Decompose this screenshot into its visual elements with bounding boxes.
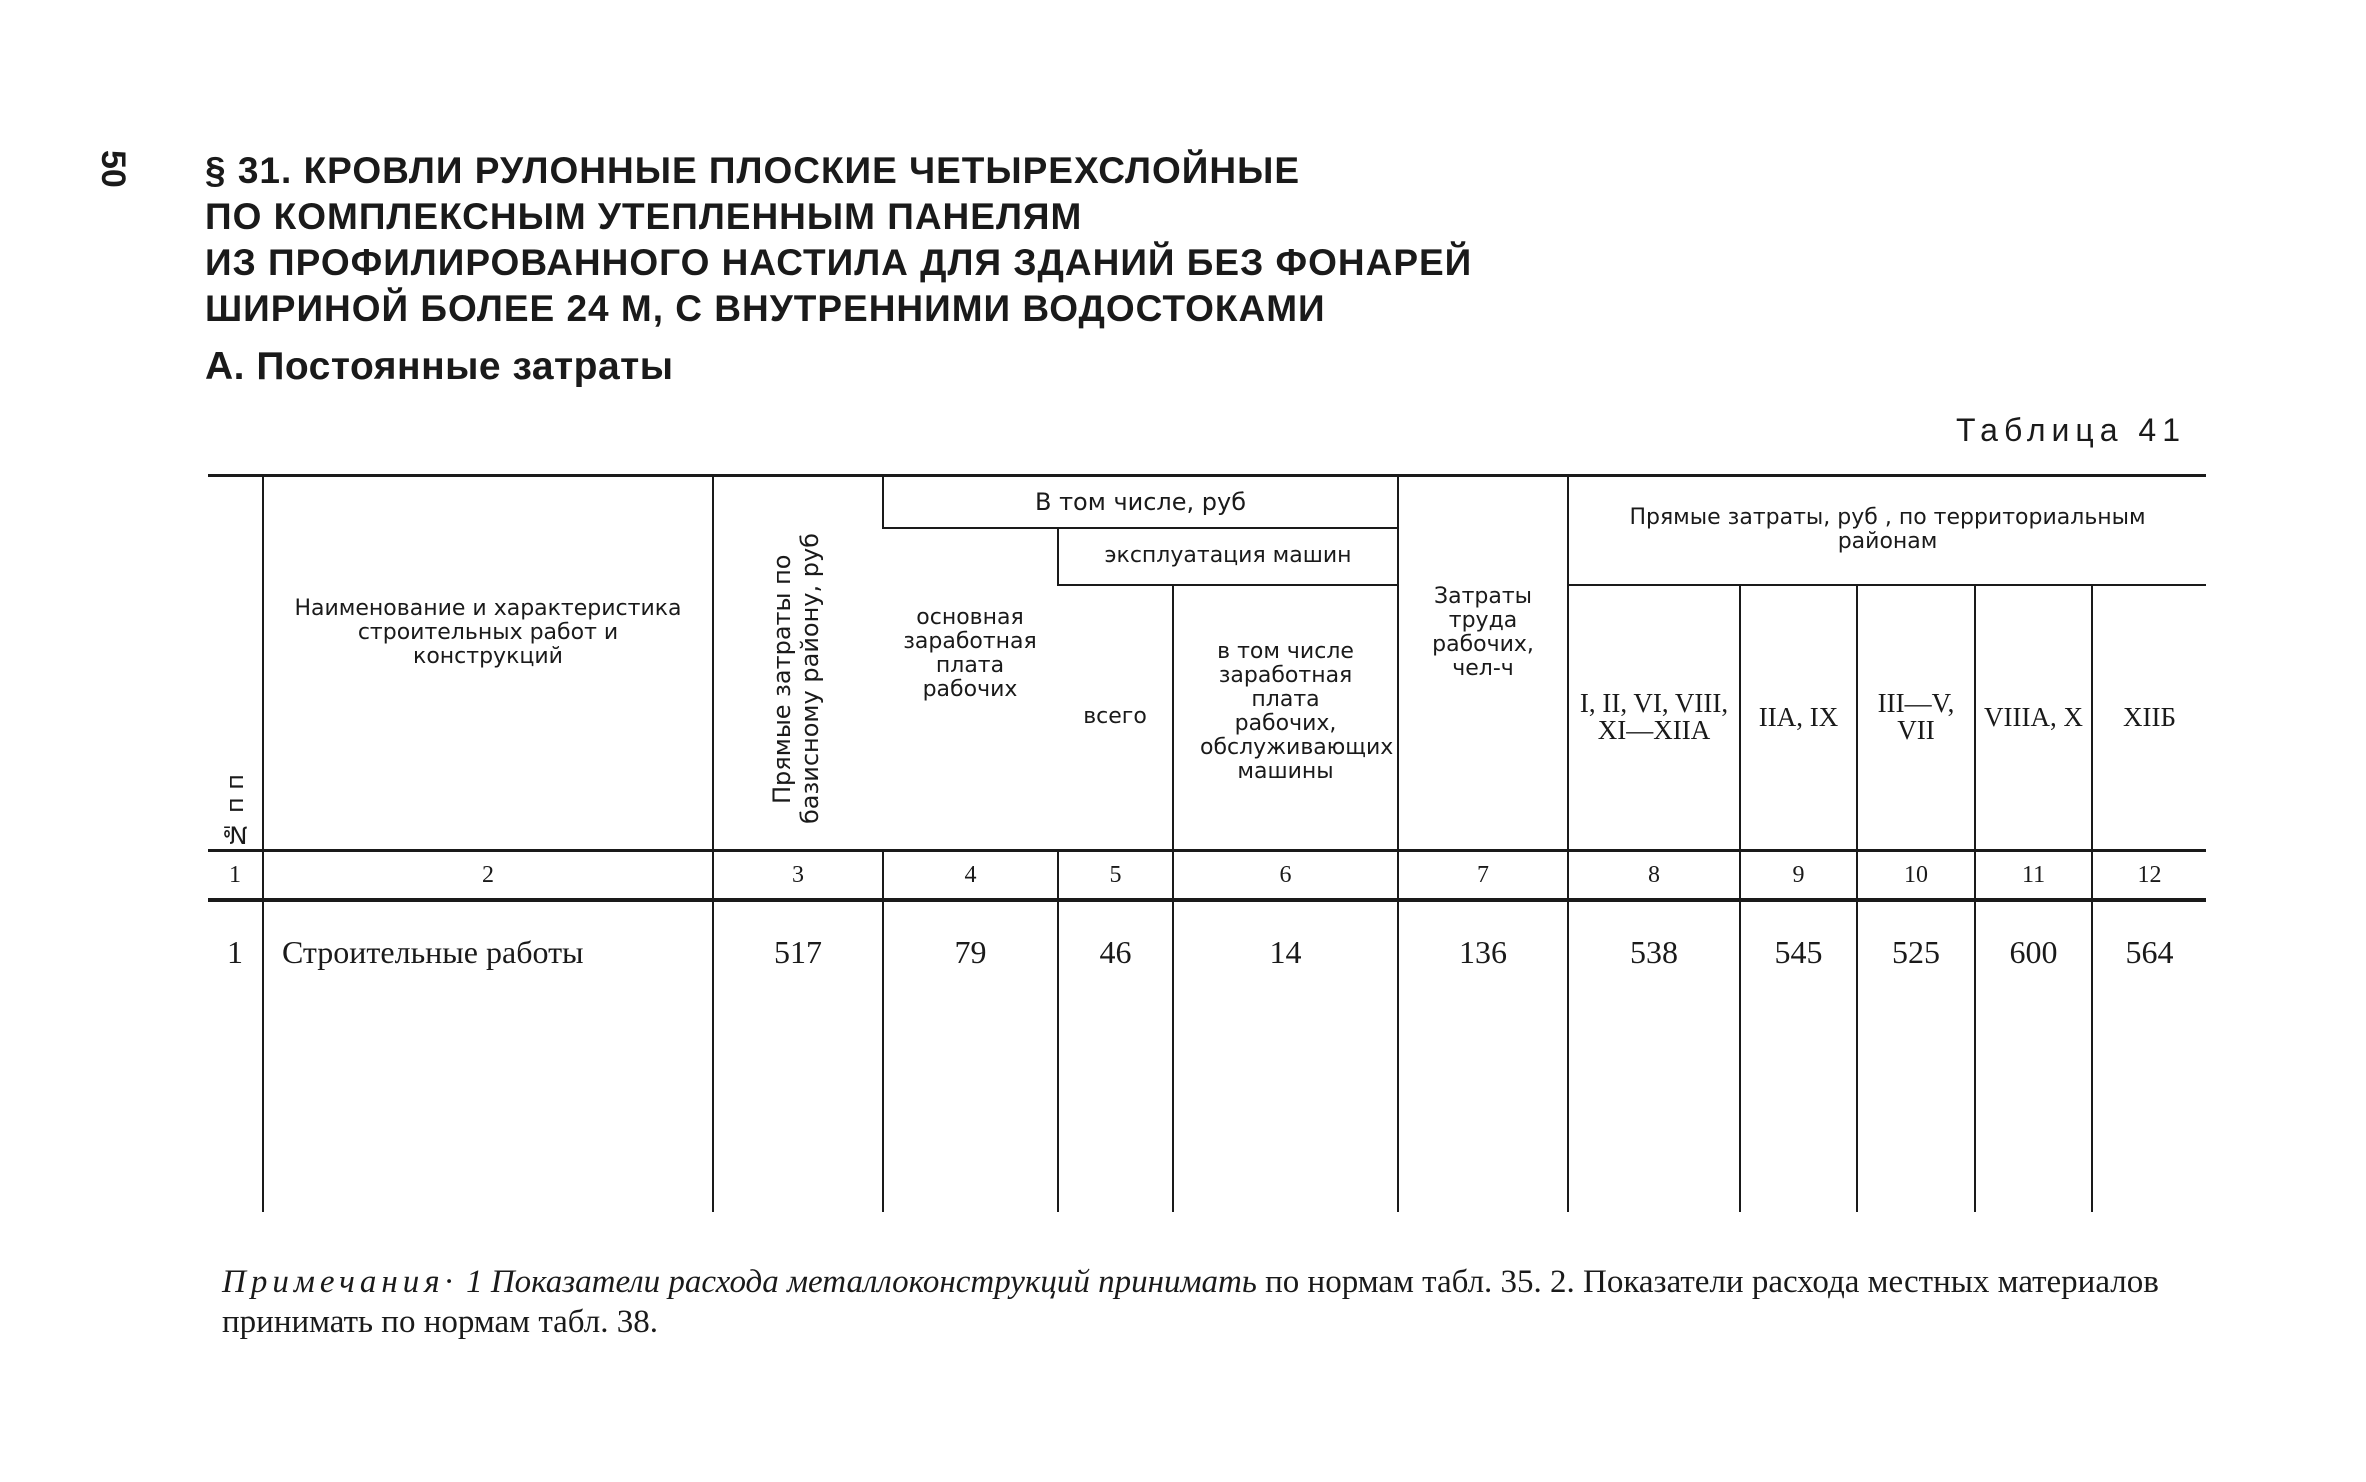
header-group-regions: Прямые затраты, руб , по территориальным районам	[1568, 476, 2206, 585]
column-number: 6	[1173, 851, 1398, 901]
heading-line: ШИРИНОЙ БОЛЕЕ 24 М, С ВНУТРЕННИМИ ВОДОСТОКАМИ	[205, 288, 1326, 329]
row-region-4: 600	[1975, 900, 2092, 1212]
column-number: 1	[208, 851, 263, 901]
column-number: 11	[1975, 851, 2092, 901]
column-number: 3	[713, 851, 883, 901]
subsection-heading: А. Постоянные затраты	[205, 345, 674, 388]
column-number: 5	[1058, 851, 1173, 901]
header-group-machines: эксплуатация машин	[1058, 528, 1398, 585]
header-machines-total: всего	[1083, 704, 1147, 730]
header-direct-basis: Прямые затраты по базисному району, руб	[713, 476, 883, 851]
header-machines-wage: в том числе заработная плата рабочих, обслуживающих машины	[1173, 585, 1398, 851]
row-region-2: 545	[1740, 900, 1857, 1212]
row-number: 1	[227, 934, 243, 970]
header-region-3: III—V, VII	[1857, 585, 1975, 851]
header-region-5: XIIБ	[2092, 585, 2206, 851]
row-labor: 136	[1398, 900, 1568, 1212]
page-number: 50	[94, 150, 132, 188]
column-number: 8	[1568, 851, 1740, 901]
column-number: 12	[2092, 851, 2206, 901]
row-region-1: 538	[1568, 900, 1740, 1212]
header-region-4: VIIIА, X	[1975, 585, 2092, 851]
heading-line: § 31. КРОВЛИ РУЛОННЫЕ ПЛОСКИЕ ЧЕТЫРЕХСЛОЙНЫЕ	[205, 150, 1300, 191]
heading-line: ИЗ ПРОФИЛИРОВАННОГО НАСТИЛА ДЛЯ ЗДАНИЙ БЕЗ ФОНАРЕЙ	[205, 242, 1473, 283]
column-number: 2	[263, 851, 713, 901]
row-name: Строительные работы	[263, 900, 713, 1212]
header-region-2: IIА, IX	[1740, 585, 1857, 851]
notes-lead: Примечания·	[222, 1264, 458, 1300]
row-region-3: 525	[1857, 900, 1975, 1212]
heading-line: ПО КОМПЛЕКСНЫМ УТЕПЛЕННЫМ ПАНЕЛЯМ	[205, 196, 1083, 237]
header-region-1: I, II, VI, VIII, XI—XIIA	[1568, 585, 1740, 851]
notes-text-italic: 1 Показатели расхода металлоконструкций принимать	[466, 1264, 1257, 1300]
table-row	[208, 900, 2206, 1212]
table-notes	[222, 1262, 2206, 1342]
column-number: 10	[1857, 851, 1975, 901]
header-labor: Затраты труда рабочих, чел-ч	[1398, 476, 1568, 851]
row-direct-basis: 517	[713, 900, 883, 1212]
row-machines-wage: 14	[1173, 900, 1398, 1212]
section-heading	[205, 148, 1472, 332]
table-caption: Таблица 41	[1956, 412, 2186, 448]
row-region-5: 564	[2092, 900, 2206, 1212]
header-base-wage: основная заработная плата рабочих	[903, 604, 1037, 702]
column-number: 9	[1740, 851, 1857, 901]
row-base-wage: 79	[883, 900, 1058, 1212]
cost-table	[208, 474, 2206, 1212]
row-machines-total: 46	[1058, 900, 1173, 1212]
header-group-incl: В том числе, руб	[883, 476, 1398, 528]
column-number: 4	[883, 851, 1058, 901]
column-number: 7	[1398, 851, 1568, 901]
header-number: № п п	[208, 476, 263, 851]
header-name: Наименование и характеристика строительных работ и конструкций	[263, 476, 713, 851]
column-number-row	[208, 851, 2206, 901]
notes-text: по нормам табл. 35. 2. Показатели расхода местных материалов принимать по нормам табл. 38.	[222, 1264, 2159, 1340]
cost-table-container	[208, 474, 2206, 1212]
